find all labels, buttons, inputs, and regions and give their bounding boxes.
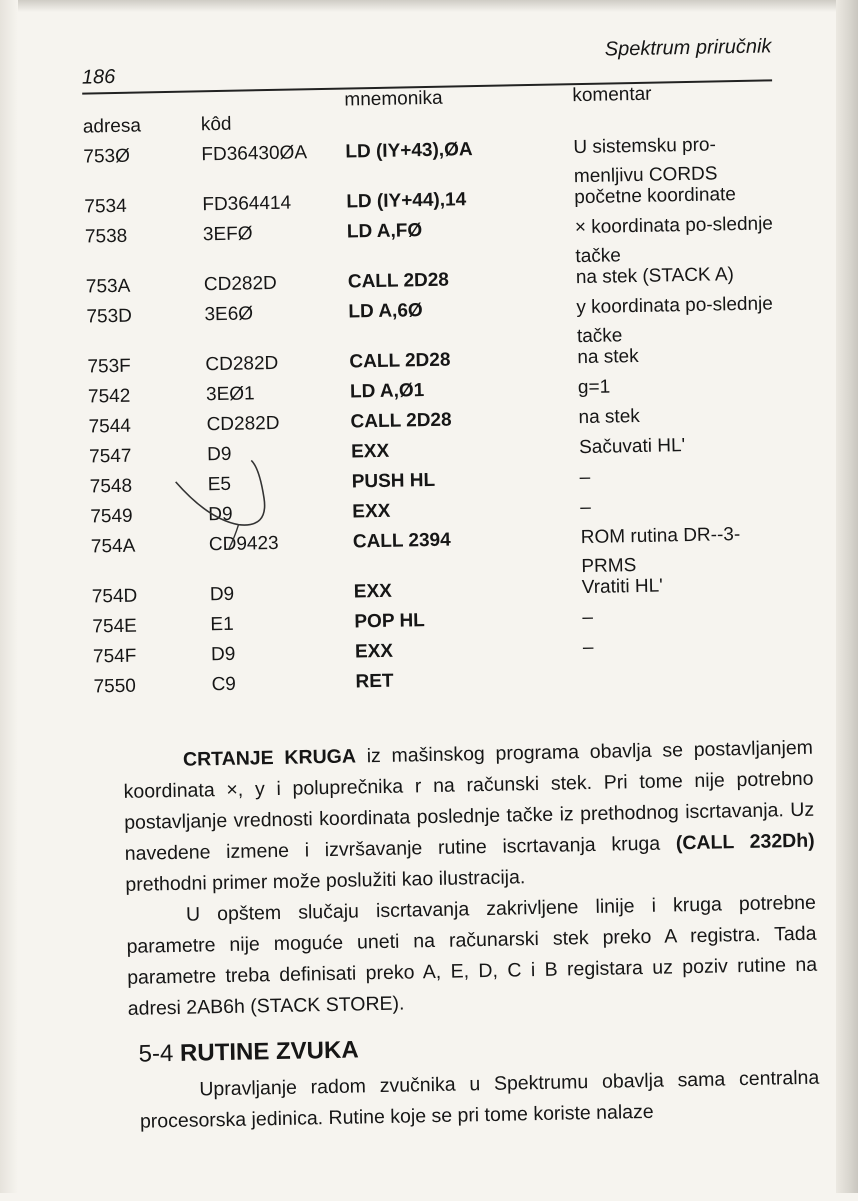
row-code: D9 — [210, 643, 236, 666]
row-mnemonic: POP HL — [354, 610, 425, 633]
row-comment: – — [582, 636, 594, 659]
row-code: 3E6Ø — [204, 303, 254, 326]
row-code: CD282D — [203, 272, 277, 296]
row-comment: na stek — [578, 405, 640, 429]
row-mnemonic: LD A,FØ — [346, 220, 423, 243]
row-comment: – — [582, 606, 594, 629]
paragraph-text: iz mašinskog programa obavlja se postavljanjem koordinata ×, y i poluprečnika r na računski stek. Pri tome nije potrebno postavljanje vrednosti koordinata poslednje tačke iz prethodnog iscrtavanja. Uz navedene izmene i izvršavanje rutine iscrtavanja kruga — [123, 736, 815, 865]
row-mnemonic: EXX — [354, 640, 394, 663]
row-mnemonic: CALL 2D28 — [349, 349, 451, 373]
column-header-code: kôd — [200, 113, 232, 136]
row-address: 7550 — [93, 675, 137, 698]
section-heading — [138, 1036, 359, 1068]
row-code: 3EFØ — [202, 223, 253, 246]
paragraph-circle-drawing — [123, 733, 816, 901]
row-mnemonic: EXX — [350, 440, 390, 463]
row-code: FD364414 — [202, 192, 292, 216]
row-address: 7549 — [90, 505, 133, 528]
row-code: D9 — [209, 583, 235, 606]
row-comment: U sistemsku pro-menljivu CORDS — [573, 134, 718, 188]
row-code: CD282D — [206, 412, 280, 436]
column-header-mnemonic: mnemonika — [344, 87, 443, 111]
paragraph-text: prethodni primer može poslužiti kao ilustracija. — [125, 866, 526, 896]
row-address: 754D — [91, 585, 138, 608]
column-header-address: adresa — [82, 115, 142, 138]
pencil-bracket-mark — [167, 458, 289, 555]
row-comment: na stek (STACK A) — [575, 264, 735, 289]
row-comment: g=1 — [577, 376, 611, 399]
section-body — [139, 1063, 820, 1138]
body-text — [123, 733, 818, 1025]
row-code: E5 — [207, 473, 232, 496]
paragraph-general-case: U opštem slučaju iscrtavanja zakrivljene linije i kruga potrebne parametre nije moguće uneti na računarski stek preko A registra. Tada parametre treba definisati preko A, E, D, C i B registara uz poziv rutine na adresi 2AB6h (STACK STORE). — [126, 891, 818, 1020]
row-address: 7544 — [88, 415, 132, 438]
row-address: 7548 — [89, 475, 133, 498]
row-code: C9 — [211, 673, 237, 696]
assembly-listing — [82, 83, 794, 702]
term-call-232dh: (CALL 232Dh) — [675, 829, 815, 855]
row-mnemonic: CALL 2D28 — [350, 409, 452, 433]
row-comment: × koordinata po-slednje tačke — [574, 213, 774, 268]
row-address: 7542 — [87, 385, 131, 408]
row-code: FD36430ØA — [201, 142, 308, 166]
row-comment: Vratiti HL' — [581, 575, 664, 599]
row-code: D9 — [206, 443, 232, 466]
row-address: 753A — [85, 275, 131, 298]
row-address: 7534 — [84, 195, 127, 218]
row-comment: Sačuvati HL' — [578, 435, 686, 459]
row-mnemonic: EXX — [353, 580, 393, 603]
row-comment: – — [579, 466, 591, 489]
row-code: CD282D — [205, 352, 279, 376]
row-mnemonic: EXX — [352, 500, 391, 523]
section-number: 5-4 — [138, 1040, 174, 1068]
row-address: 754F — [92, 645, 137, 668]
row-address: 754A — [90, 535, 136, 558]
row-comment: početne koordinate — [574, 184, 737, 209]
row-code: CD9423 — [208, 532, 279, 556]
row-mnemonic: PUSH HL — [351, 469, 436, 493]
row-mnemonic: LD (IY+44),14 — [346, 189, 467, 213]
row-mnemonic: LD A,6Ø — [348, 300, 423, 323]
row-comment: na stek — [577, 345, 639, 369]
row-mnemonic: CALL 2394 — [352, 529, 451, 553]
row-address: 753Ø — [83, 145, 131, 168]
row-address: 753D — [86, 305, 133, 328]
row-code: E1 — [210, 613, 234, 636]
row-mnemonic: LD A,Ø1 — [349, 380, 425, 403]
row-code: D9 — [208, 503, 233, 526]
row-address: 7538 — [84, 225, 128, 248]
column-header-comment: komentar — [572, 83, 652, 107]
row-code: 3EØ1 — [205, 383, 255, 406]
row-mnemonic: CALL 2D28 — [347, 269, 450, 293]
row-mnemonic: RET — [355, 670, 394, 693]
row-mnemonic: LD (IY+43),ØA — [345, 139, 473, 163]
row-address: 754E — [92, 615, 138, 638]
section-title: RUTINE ZVUKA — [179, 1036, 359, 1067]
row-comment: – — [580, 496, 592, 519]
running-title: Spektrum priručnik — [604, 35, 772, 61]
page-number: 186 — [81, 65, 116, 89]
paragraph-sound-routines: Upravljanje radom zvučnika u Spektrumu obavlja sama centralna procesorska jedinica. Rutine koje se pri tome koriste nalaze — [139, 1066, 820, 1133]
row-comment: y koordinata po-slednje tačke — [576, 293, 774, 348]
row-address: 753F — [87, 355, 131, 378]
row-comment: ROM rutina DR--3-PRMS — [580, 524, 741, 578]
row-address: 7547 — [88, 445, 132, 468]
term-crtanje-kruga: CRTANJE KRUGA — [182, 745, 357, 771]
